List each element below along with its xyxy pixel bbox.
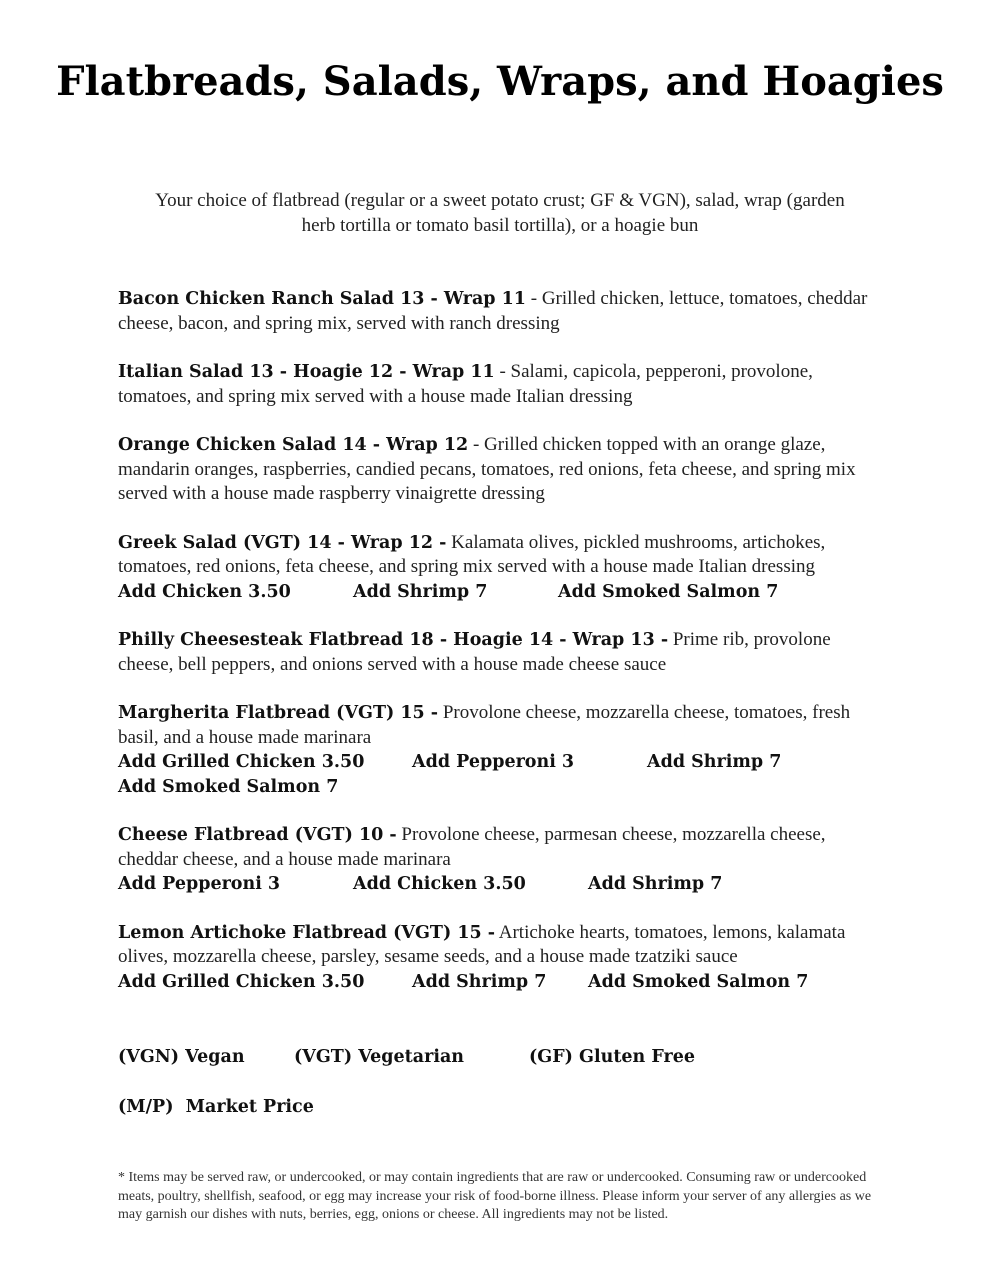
menu-item	[118, 287, 888, 336]
addon-option: Add Chicken 3.50	[353, 874, 526, 894]
page-subtitle: Your choice of flatbread (regular or a sweet potato crust; GF & VGN), salad, wrap (garden herb tortilla or tomato basil tortilla), or a hoagie bun	[155, 190, 845, 236]
menu-item-description: - Grilled chicken topped with an orange glaze, mandarin oranges, raspberries, candied pecans, tomatoes, red onions, feta cheese, and spring mix served with a house made raspberry vinaigrette dressing	[118, 434, 856, 504]
menu-item	[118, 921, 888, 995]
menu-item-name: Margherita Flatbread (VGT) 15 -	[118, 703, 439, 723]
menu-item	[118, 360, 888, 409]
legend-row	[118, 1045, 888, 1070]
addon-option: Add Chicken 3.50	[118, 581, 291, 602]
addon-option: Add Smoked Salmon 7	[588, 971, 809, 992]
menu-item-addons	[118, 775, 888, 800]
menu-item	[118, 531, 888, 605]
addon-option: Add Grilled Chicken 3.50	[118, 971, 365, 992]
menu-items-list	[118, 287, 888, 1018]
addon-option: Add Smoked Salmon 7	[558, 581, 779, 602]
menu-item-description: - Grilled chicken, lettuce, tomatoes, cheddar cheese, bacon, and spring mix, served with ranch dressing	[118, 288, 868, 334]
addon-option: Add Pepperoni 3	[412, 752, 575, 772]
legend-vegetarian: (VGT) Vegetarian	[294, 1047, 465, 1067]
legend-vegan: (VGN) Vegan	[118, 1047, 245, 1067]
addon-option: Add Smoked Salmon 7	[118, 776, 339, 797]
page-title: Flatbreads, Salads, Wraps, and Hoagies	[56, 58, 944, 105]
addon-option: Add Pepperoni 3	[118, 874, 281, 894]
addon-option: Add Shrimp 7	[588, 874, 723, 894]
menu-item-name: Italian Salad 13 - Hoagie 12 - Wrap 11	[118, 362, 495, 382]
menu-item	[118, 433, 888, 507]
menu-item-name: Lemon Artichoke Flatbread (VGT) 15 -	[118, 922, 496, 943]
legend-gluten-free: (GF) Gluten Free	[529, 1047, 695, 1067]
menu-item-description: Provolone cheese, mozzarella cheese, tomatoes, fresh basil, and a house made marinara	[118, 702, 851, 748]
menu-item-name: Orange Chicken Salad 14 - Wrap 12	[118, 435, 469, 455]
menu-item-addons	[118, 872, 888, 897]
addon-option: Add Grilled Chicken 3.50	[118, 752, 365, 772]
menu-item-addons	[118, 970, 888, 995]
addon-option: Add Shrimp 7	[353, 581, 488, 602]
menu-item-description: Artichoke hearts, tomatoes, lemons, kalamata olives, mozzarella cheese, parsley, sesame seeds, and a house made tzatziki sauce	[118, 921, 846, 967]
addon-option: Add Shrimp 7	[412, 971, 547, 992]
menu-item-addons	[118, 580, 888, 605]
dietary-legend	[118, 1045, 888, 1119]
menu-item-name: Cheese Flatbread (VGT) 10 -	[118, 825, 397, 845]
menu-item	[118, 628, 888, 677]
menu-item-description: Prime rib, provolone cheese, bell peppers, and onions served with a house made cheese sauce	[118, 629, 831, 675]
menu-item-name: Greek Salad (VGT) 14 - Wrap 12 -	[118, 532, 447, 553]
menu-item	[118, 823, 888, 897]
legend-market-price: (M/P) Market Price	[118, 1096, 314, 1117]
menu-item-description: Kalamata olives, pickled mushrooms, artichokes, tomatoes, red onions, feta cheese, and spring mix served with a house made Italian dressing	[118, 531, 826, 577]
menu-item-description: Provolone cheese, parmesan cheese, mozzarella cheese, cheddar cheese, and a house made marinara	[118, 824, 826, 870]
allergy-disclaimer: * Items may be served raw, or undercooked, or may contain ingredients that are raw or undercooked. Consuming raw or undercooked meats, poultry, shellfish, seafood, or egg may increase your risk of food-borne illness. Please inform your server of any allergies as we may garnish our dishes with nuts, berries, egg, onions or cheese. All ingredients may not be listed.	[118, 1170, 872, 1222]
menu-item-addons	[118, 750, 888, 775]
menu-item	[118, 701, 888, 799]
menu-item-name: Philly Cheesesteak Flatbread 18 - Hoagie 14 - Wrap 13 -	[118, 630, 669, 650]
menu-item-description: - Salami, capicola, pepperoni, provolone, tomatoes, and spring mix served with a house made Italian dressing	[118, 361, 813, 407]
menu-item-name: Bacon Chicken Ranch Salad 13 - Wrap 11	[118, 289, 526, 309]
addon-option: Add Shrimp 7	[647, 752, 782, 772]
